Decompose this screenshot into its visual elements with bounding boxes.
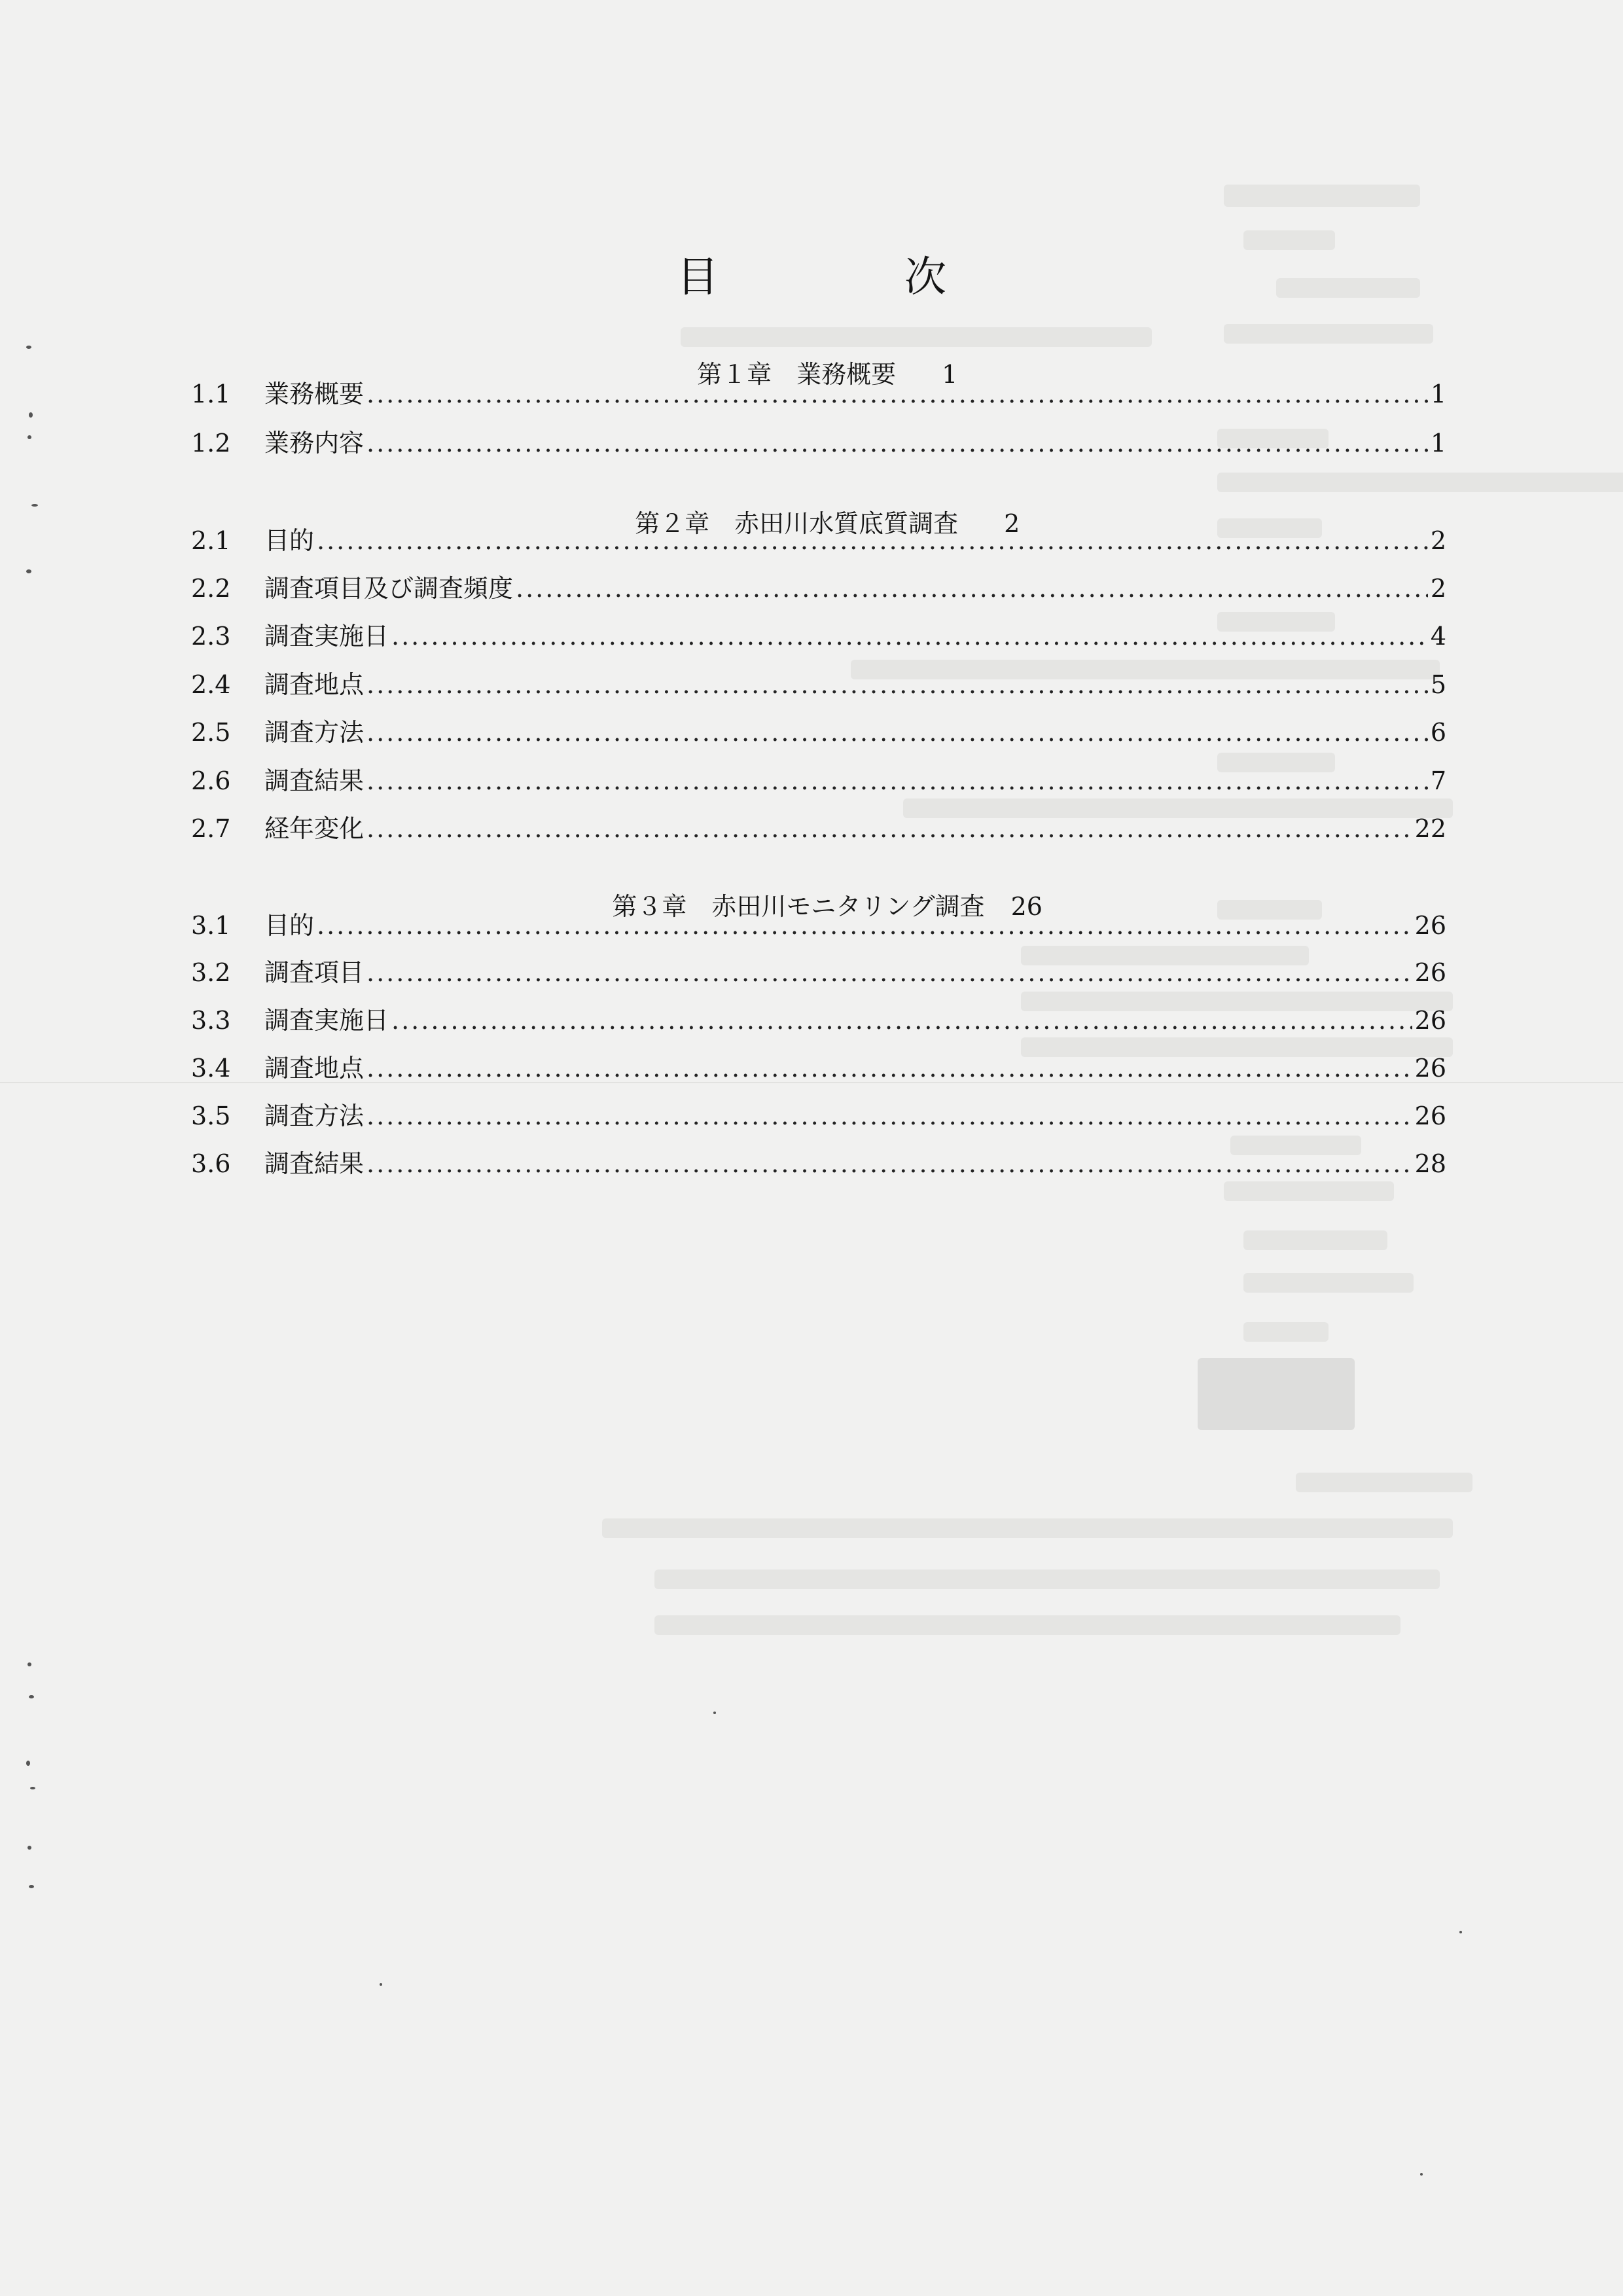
dot-leader	[366, 380, 1428, 408]
section-number: 2.4	[191, 670, 231, 699]
scan-mark	[713, 1712, 716, 1714]
toc-entry[interactable]	[191, 761, 1446, 793]
show-through-stamp	[1198, 1358, 1355, 1430]
section-page-number: 2	[1430, 574, 1446, 603]
scan-mark	[29, 1695, 34, 1698]
section-number: 1.2	[191, 429, 231, 457]
show-through-text	[1224, 185, 1420, 207]
chapter-title: 第２章 赤田川水質底質調査	[635, 509, 959, 538]
section-number: 3.2	[191, 958, 231, 987]
section-page-number: 22	[1414, 814, 1446, 843]
chapter-title: 第３章 赤田川モニタリング調査	[612, 892, 985, 921]
dot-leader	[317, 911, 1412, 940]
show-through-text	[654, 1570, 1440, 1589]
section-number: 2.7	[191, 814, 231, 843]
dot-leader	[366, 814, 1412, 843]
section-title: 目的	[264, 526, 315, 555]
scan-mark	[27, 1662, 31, 1666]
toc-entry[interactable]	[191, 616, 1446, 649]
dot-leader	[366, 1102, 1412, 1130]
toc-entry[interactable]	[191, 1048, 1446, 1081]
section-number: 3.3	[191, 1006, 231, 1035]
section-title: 調査方法	[264, 718, 365, 747]
dot-leader	[366, 1149, 1412, 1178]
toc-entry[interactable]	[191, 905, 1446, 938]
section-title: 調査項目	[264, 958, 365, 987]
show-through-text	[602, 1518, 1453, 1538]
section-title: 調査結果	[264, 1149, 365, 1178]
dot-leader	[366, 670, 1428, 699]
dot-leader	[366, 766, 1428, 795]
section-page-number: 4	[1430, 622, 1446, 651]
section-title: 業務内容	[264, 429, 365, 457]
toc-entry[interactable]	[191, 423, 1446, 456]
dot-leader	[366, 1054, 1412, 1083]
section-number: 3.6	[191, 1149, 231, 1178]
scan-mark	[27, 1846, 31, 1850]
toc-entry[interactable]	[191, 664, 1446, 697]
scan-mark	[27, 435, 31, 439]
section-title: 調査項目及び調査頻度	[264, 574, 514, 603]
dot-leader	[366, 958, 1412, 987]
show-through-text	[1243, 1230, 1387, 1250]
toc-entry[interactable]	[191, 1143, 1446, 1176]
section-title: 調査方法	[264, 1102, 365, 1130]
toc-entry[interactable]	[191, 712, 1446, 745]
section-page-number: 5	[1430, 670, 1446, 699]
section-title: 調査実施日	[264, 622, 389, 651]
section-page-number: 26	[1414, 958, 1446, 987]
show-through-text	[654, 1615, 1400, 1635]
scan-mark	[1420, 2173, 1423, 2176]
toc-entry[interactable]	[191, 952, 1446, 985]
chapter-page-number: 1	[942, 360, 958, 389]
section-number: 2.2	[191, 574, 231, 603]
section-number: 2.5	[191, 718, 231, 747]
toc-entry[interactable]	[191, 520, 1446, 553]
show-through-text	[1296, 1473, 1472, 1492]
section-number: 1.1	[191, 380, 231, 408]
section-number: 3.5	[191, 1102, 231, 1130]
chapter-title: 第１章 業務概要	[697, 360, 897, 389]
page-title: 目 次	[677, 253, 1018, 302]
section-title: 調査結果	[264, 766, 365, 795]
section-page-number: 1	[1430, 380, 1446, 408]
toc-entry[interactable]	[191, 1000, 1446, 1033]
section-title: 調査実施日	[264, 1006, 389, 1035]
section-number: 3.4	[191, 1054, 231, 1083]
show-through-text	[1243, 1273, 1414, 1293]
section-number: 3.1	[191, 911, 231, 940]
scan-mark	[380, 1983, 382, 1986]
section-title: 調査地点	[264, 1054, 365, 1083]
dot-leader	[317, 526, 1428, 555]
section-page-number: 28	[1414, 1149, 1446, 1178]
show-through-text	[1224, 1181, 1394, 1201]
section-title: 業務概要	[264, 380, 365, 408]
toc-entry[interactable]	[191, 568, 1446, 601]
section-page-number: 7	[1430, 766, 1446, 795]
scan-mark	[26, 1761, 30, 1766]
section-page-number: 26	[1414, 1006, 1446, 1035]
toc-entry[interactable]	[191, 1096, 1446, 1128]
toc-entry[interactable]	[191, 808, 1446, 841]
scan-mark	[29, 1885, 34, 1888]
section-number: 2.6	[191, 766, 231, 795]
toc-entry[interactable]	[191, 374, 1446, 406]
section-page-number: 2	[1430, 526, 1446, 555]
section-page-number: 1	[1430, 429, 1446, 457]
scan-mark	[30, 1787, 35, 1789]
show-through-text	[1243, 1322, 1329, 1342]
section-title: 調査地点	[264, 670, 365, 699]
section-title: 経年変化	[264, 814, 365, 843]
dot-leader	[391, 1006, 1412, 1035]
section-title: 目的	[264, 911, 315, 940]
section-page-number: 26	[1414, 1054, 1446, 1083]
dot-leader	[366, 718, 1428, 747]
dot-leader	[516, 574, 1428, 603]
dot-leader	[366, 429, 1428, 457]
section-page-number: 26	[1414, 1102, 1446, 1130]
scan-mark	[26, 569, 31, 573]
section-number: 2.3	[191, 622, 231, 651]
scan-mark	[1459, 1931, 1462, 1933]
chapter-page-number: 26	[1010, 892, 1043, 921]
section-page-number: 26	[1414, 911, 1446, 940]
section-page-number: 6	[1430, 718, 1446, 747]
section-number: 2.1	[191, 526, 231, 555]
dot-leader	[391, 622, 1428, 651]
chapter-page-number: 2	[1004, 509, 1020, 538]
